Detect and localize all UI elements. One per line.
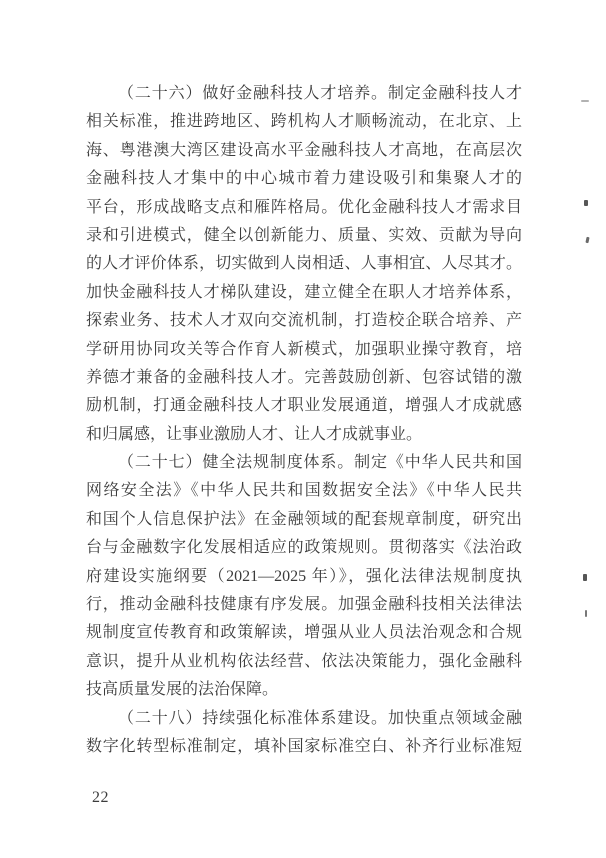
text-line: 意识，提升从业机构依法经营、依法决策能力，强化金融科 — [86, 652, 522, 670]
text-line: 和国个人信息保护法》在金融领域的配套规章制度，研究出 — [86, 510, 522, 528]
text-line: 探索业务、技术人才双向交流机制，打造校企联合培养、产 — [86, 312, 522, 330]
paragraph-28 — [86, 705, 522, 762]
text-line: 规制度宣传教育和政策解读，增强从业人员法治观念和合规 — [86, 624, 522, 642]
text-line: 励机制，打通金融科技人才职业发展通道，增强人才成就感 — [86, 397, 522, 415]
text-line: 台与金融数字化发展相适应的政策规则。贯彻落实《法治政 — [86, 539, 522, 557]
text-line: 相关标准，推进跨地区、跨机构人才顺畅流动，在北京、上 — [86, 113, 522, 131]
text-line: 的人才评价体系，切实做到人岗相适、人事相宜、人尽其才。 — [86, 255, 522, 273]
scan-speck — [581, 100, 589, 102]
text-line: 学研用协同攻关等合作育人新模式，加强职业操守教育，培 — [86, 340, 522, 358]
text-line: （二十八）持续强化标准体系建设。加快重点领域金融 — [118, 709, 522, 727]
text-line: （二十七）健全法规制度体系。制定《中华人民共和国 — [118, 454, 522, 472]
paragraph-26 — [86, 80, 522, 449]
scan-speck — [585, 237, 589, 243]
text-line: 金融科技人才集中的中心城市着力建设吸引和集聚人才的 — [86, 170, 522, 188]
text-line: （二十六）做好金融科技人才培养。制定金融科技人才 — [118, 85, 522, 102]
text-line: 网络安全法》《中华人民共和国数据安全法》《中华人民共 — [86, 482, 522, 500]
page-number: 22 — [92, 789, 109, 806]
text-line: 养德才兼备的金融科技人才。完善鼓励创新、包容试错的激 — [86, 368, 522, 386]
text-line: 录和引进模式，健全以创新能力、质量、实效、贡献为导向 — [86, 226, 522, 244]
page-body — [86, 80, 522, 761]
text-line: 平台，形成战略支点和雁阵格局。优化金融科技人才需求目 — [86, 198, 522, 216]
text-line: 海、粤港澳大湾区建设高水平金融科技人才高地，在高层次 — [86, 141, 522, 159]
text-line: 数字化转型标准制定，填补国家标准空白、补齐行业标准短 — [86, 737, 522, 755]
text-line: 行，推动金融科技健康有序发展。加强金融科技相关法律法 — [86, 596, 522, 614]
paragraph-27 — [86, 449, 522, 705]
text-line: 技高质量发展的法治保障。 — [86, 681, 279, 699]
text-line: 和归属感，让事业激励人才、让人才成就事业。 — [86, 425, 423, 443]
scan-speck — [585, 610, 587, 617]
text-line: 府建设实施纲要（2021—2025 年）》，强化法律法规制度执 — [86, 567, 522, 585]
scan-speck — [583, 574, 587, 581]
text-line: 加快金融科技人才梯队建设，建立健全在职人才培养体系， — [86, 283, 522, 301]
scan-speck — [584, 200, 588, 206]
